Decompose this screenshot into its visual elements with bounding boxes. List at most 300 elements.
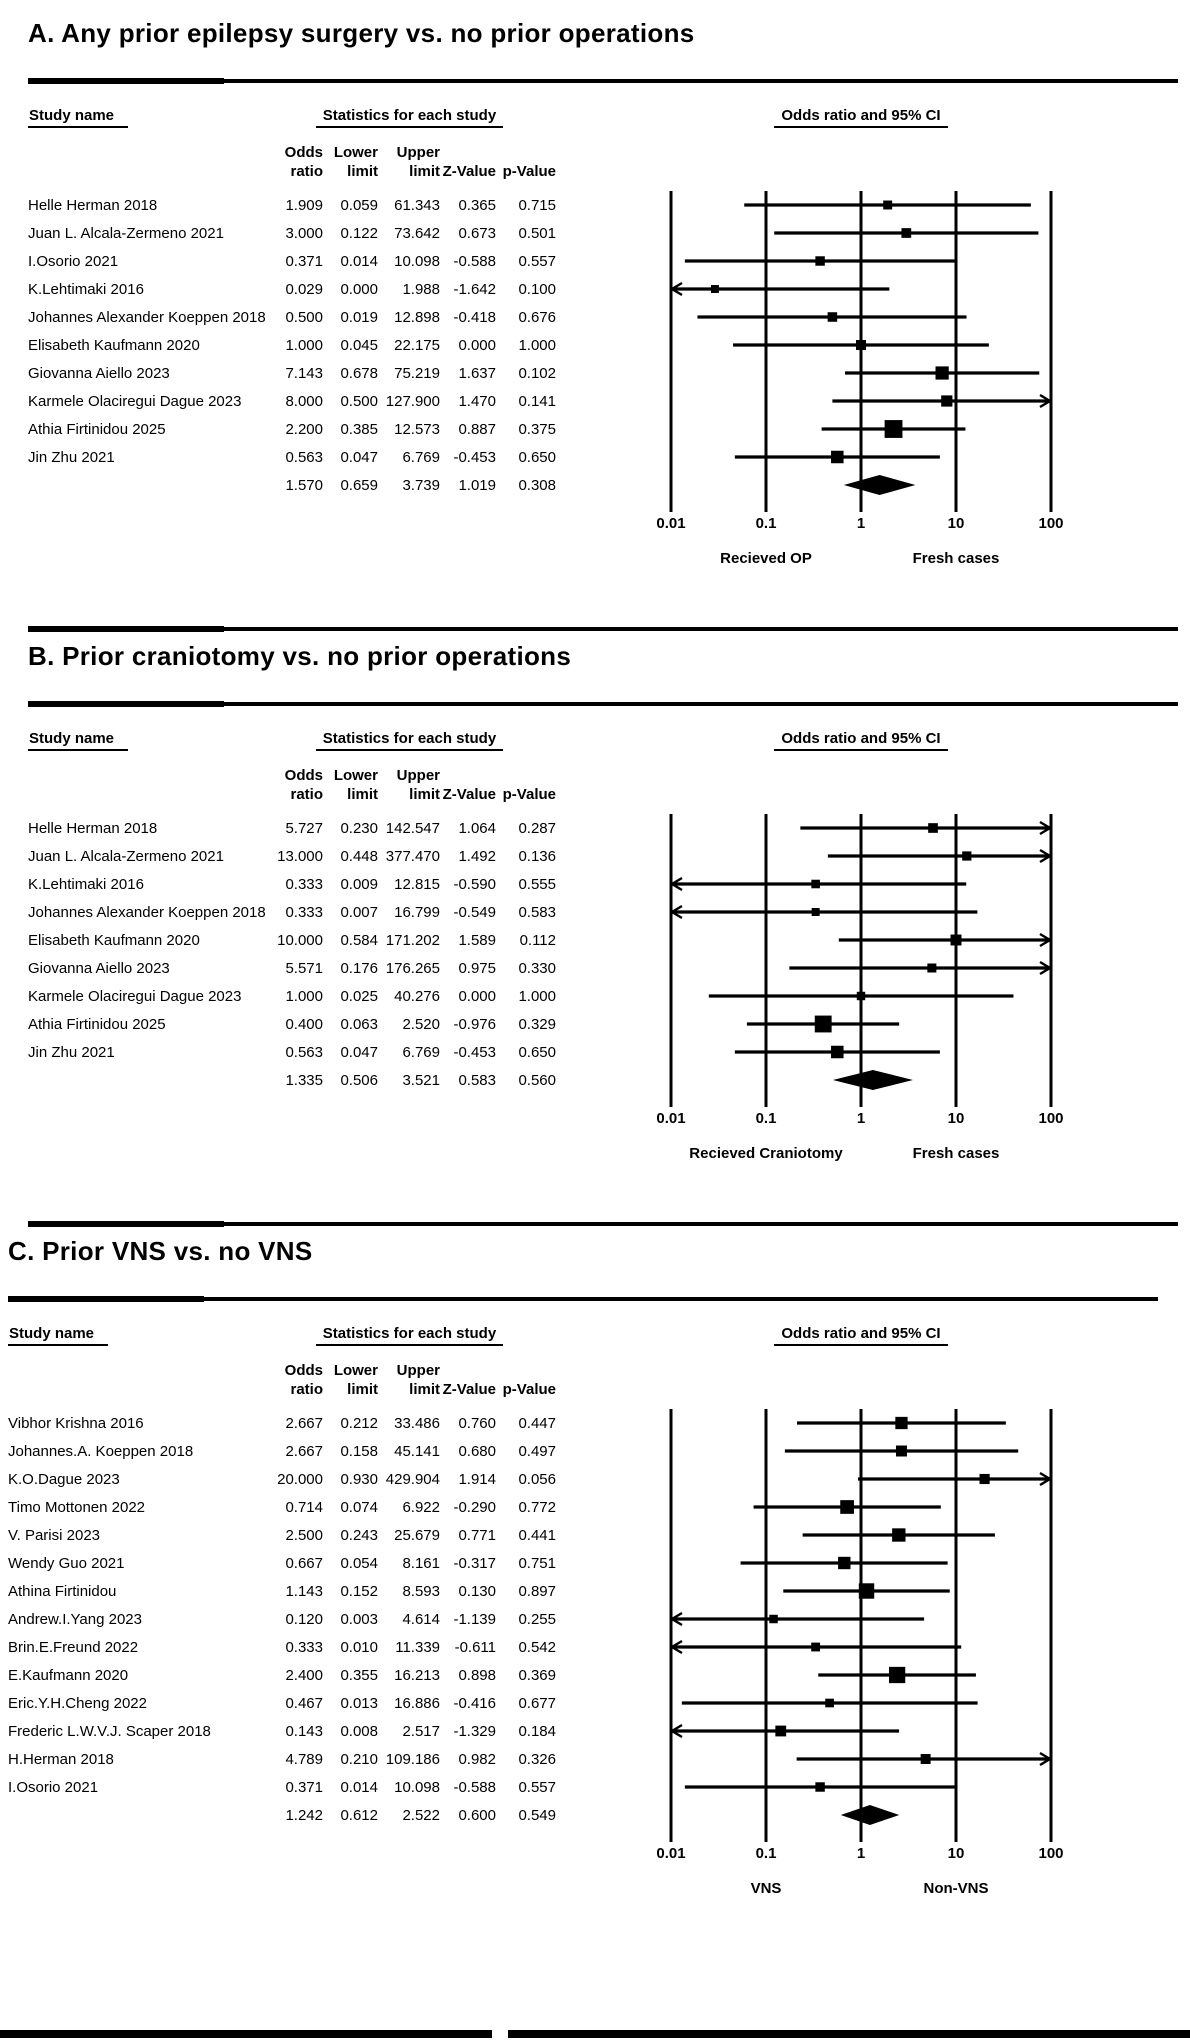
summary-diamond — [833, 1070, 913, 1090]
study-name: Jin Zhu 2021 — [28, 1043, 115, 1061]
plot-cell — [556, 471, 1096, 499]
column-header-row — [28, 766, 1190, 804]
column-header-line: Upper — [396, 767, 440, 784]
plot-cell — [556, 1521, 1096, 1549]
z-value: 0.000 — [458, 987, 496, 1005]
panel-closing-rule — [0, 2030, 1190, 2039]
lower-limit-value: 0.930 — [340, 1470, 378, 1488]
odds-ratio-value: 10.000 — [277, 931, 323, 949]
odds-ratio-marker — [856, 340, 866, 350]
study-name: I.Osorio 2021 — [8, 1778, 99, 1796]
lower-limit-value: 0.019 — [340, 308, 378, 326]
z-value-column-header — [440, 785, 496, 804]
study-row — [28, 1010, 1190, 1038]
odds-ratio-value: 0.143 — [285, 1722, 323, 1740]
lower-limit-column-header — [323, 143, 378, 181]
study-name: Karmele Olaciregui Dague 2023 — [28, 987, 242, 1005]
lower-limit-value: 0.230 — [340, 819, 378, 837]
z-value: -0.611 — [454, 1638, 496, 1656]
z-value: -0.416 — [453, 1694, 496, 1712]
lower-limit-value: 0.014 — [340, 1778, 378, 1796]
plot-header: Odds ratio and 95% CI — [774, 1325, 947, 1346]
odds-ratio-marker — [895, 1417, 907, 1429]
x-axis-ticks — [556, 1842, 1096, 1866]
p-value: 1.000 — [518, 336, 556, 354]
upper-limit-value: 176.265 — [385, 959, 440, 977]
upper-limit-value: 142.547 — [385, 819, 440, 837]
forest-row-plot — [556, 1717, 1096, 1745]
plot-cell — [556, 1066, 1096, 1094]
z-value: 0.975 — [458, 959, 496, 977]
divider-rule — [28, 78, 1178, 85]
upper-limit-value: 16.799 — [394, 903, 440, 921]
column-header-line: limit — [409, 786, 440, 803]
study-row — [28, 954, 1190, 982]
forest-summary-plot — [556, 1801, 1096, 1829]
odds-ratio-marker — [828, 312, 838, 322]
x-axis-label-right: Fresh cases — [912, 550, 1000, 567]
upper-limit-column-header — [378, 1361, 440, 1399]
lower-limit-value: 0.063 — [340, 1015, 378, 1033]
odds-ratio-value: 0.667 — [285, 1554, 323, 1572]
p-value: 0.112 — [519, 931, 556, 949]
lower-limit-value: 0.152 — [340, 1582, 378, 1600]
summary-upper-limit: 2.522 — [402, 1806, 440, 1824]
divider-segment — [28, 1221, 224, 1227]
summary-p-value: 0.560 — [518, 1071, 556, 1089]
odds-ratio-marker — [927, 964, 936, 973]
plot-cell — [556, 1038, 1096, 1066]
odds-ratio-value: 1.000 — [285, 987, 323, 1005]
p-value: 0.056 — [518, 1470, 556, 1488]
study-name: I.Osorio 2021 — [28, 252, 119, 270]
stats-header: Statistics for each study — [316, 730, 503, 751]
upper-limit-value: 16.886 — [394, 1694, 440, 1712]
z-value: 1.064 — [458, 819, 496, 837]
z-value: -0.453 — [453, 448, 496, 466]
lower-limit-value: 0.000 — [340, 280, 378, 298]
forest-row-plot — [556, 1661, 1096, 1689]
z-value: 1.470 — [458, 392, 496, 410]
column-header-line: Odds — [284, 1362, 323, 1379]
p-value: 0.542 — [518, 1638, 556, 1656]
panel-title: B. Prior craniotomy vs. no prior operations — [28, 641, 572, 671]
study-name: Johannes Alexander Koeppen 2018 — [28, 903, 266, 921]
study-name: Elisabeth Kaufmann 2020 — [28, 931, 200, 949]
p-value: 0.102 — [518, 364, 556, 382]
plot-cell — [556, 1773, 1096, 1801]
study-row — [28, 842, 1190, 870]
summary-lower-limit: 0.506 — [340, 1071, 378, 1089]
study-name: Wendy Guo 2021 — [8, 1554, 125, 1572]
odds-ratio-column-header — [263, 766, 323, 804]
upper-limit-value: 12.815 — [394, 875, 440, 893]
odds-ratio-value: 5.571 — [285, 959, 323, 977]
upper-limit-value: 16.213 — [394, 1666, 440, 1684]
section-header-row — [8, 1325, 1190, 1351]
axis-labels-row — [8, 1880, 1190, 1902]
upper-limit-value: 75.219 — [394, 364, 440, 382]
p-value: 0.326 — [518, 1750, 556, 1768]
odds-ratio-marker — [838, 1557, 850, 1569]
p-value: 0.330 — [518, 959, 556, 977]
odds-ratio-marker — [811, 880, 820, 889]
x-axis-label-left: VNS — [750, 1880, 782, 1897]
study-name-header-cell — [28, 107, 263, 128]
summary-upper-limit: 3.521 — [402, 1071, 440, 1089]
p-value: 0.141 — [518, 392, 556, 410]
plot-header: Odds ratio and 95% CI — [774, 730, 947, 751]
study-name: Athia Firtinidou 2025 — [28, 420, 166, 438]
x-tick-label: 10 — [947, 1110, 965, 1127]
odds-ratio-marker — [883, 201, 892, 210]
odds-ratio-marker — [811, 1643, 820, 1652]
study-name: Juan L. Alcala-Zermeno 2021 — [28, 847, 224, 865]
summary-odds-ratio: 1.335 — [285, 1071, 323, 1089]
study-name: Johannes Alexander Koeppen 2018 — [28, 308, 266, 326]
forest-row-plot — [556, 1633, 1096, 1661]
study-row — [8, 1549, 1190, 1577]
axis-ticks-row — [8, 1842, 1190, 1868]
divider-segment — [224, 79, 1178, 83]
column-header-line: limit — [347, 1381, 378, 1398]
study-row — [28, 415, 1190, 443]
summary-diamond — [844, 475, 916, 495]
summary-z-value: 1.019 — [458, 476, 496, 494]
column-header-line: limit — [409, 1381, 440, 1398]
forest-row-plot — [556, 1409, 1096, 1437]
z-value: 0.680 — [458, 1442, 496, 1460]
study-row — [28, 331, 1190, 359]
odds-ratio-value: 20.000 — [277, 1470, 323, 1488]
odds-ratio-value: 8.000 — [285, 392, 323, 410]
study-row — [8, 1605, 1190, 1633]
upper-limit-value: 10.098 — [394, 252, 440, 270]
plot-cell — [556, 1633, 1096, 1661]
odds-ratio-value: 0.333 — [285, 875, 323, 893]
panel-a — [28, 18, 1190, 633]
empty-cell — [263, 1829, 556, 1842]
lower-limit-value: 0.007 — [340, 903, 378, 921]
study-name: Athina Firtinidou — [8, 1582, 117, 1600]
x-tick-label: 100 — [1038, 1110, 1064, 1127]
study-name: Frederic L.W.V.J. Scaper 2018 — [8, 1722, 211, 1740]
summary-upper-limit: 3.739 — [402, 476, 440, 494]
odds-ratio-marker — [825, 1699, 834, 1708]
plot-cell — [556, 303, 1096, 331]
lower-limit-value: 0.054 — [340, 1554, 378, 1572]
column-header-line: ratio — [290, 786, 323, 803]
study-row — [28, 359, 1190, 387]
odds-ratio-marker — [962, 851, 971, 860]
column-header-line: Lower — [333, 767, 378, 784]
odds-ratio-marker — [831, 451, 844, 464]
axis-stub — [556, 1094, 1096, 1107]
forest-row-plot — [556, 1521, 1096, 1549]
study-name: K.Lehtimaki 2016 — [28, 875, 144, 893]
lower-limit-column-header — [323, 1361, 378, 1399]
axis-labels-row — [28, 1145, 1190, 1167]
summary-odds-ratio: 1.570 — [285, 476, 323, 494]
lower-limit-value: 0.013 — [340, 1694, 378, 1712]
study-name: H.Herman 2018 — [8, 1750, 114, 1768]
forest-row-plot — [556, 1605, 1096, 1633]
lower-limit-value: 0.009 — [340, 875, 378, 893]
study-row — [8, 1633, 1190, 1661]
p-value: 0.897 — [518, 1582, 556, 1600]
study-name-header-cell — [28, 730, 263, 751]
upper-limit-value: 2.517 — [402, 1722, 440, 1740]
study-rows — [28, 814, 1190, 1107]
upper-limit-value: 22.175 — [394, 336, 440, 354]
x-axis-labels — [556, 1880, 1096, 1902]
study-name: Timo Mottonen 2022 — [8, 1498, 146, 1516]
odds-ratio-value: 0.400 — [285, 1015, 323, 1033]
plot-cell — [556, 1493, 1096, 1521]
odds-ratio-value: 0.467 — [285, 1694, 323, 1712]
upper-limit-value: 10.098 — [394, 1778, 440, 1796]
axis-stub-row — [28, 499, 1190, 512]
summary-row — [28, 1066, 1190, 1094]
section-header-row — [28, 730, 1190, 756]
study-name: Jin Zhu 2021 — [28, 448, 115, 466]
plot-cell — [556, 415, 1096, 443]
forest-row-plot — [556, 359, 1096, 387]
study-name: Johannes.A. Koeppen 2018 — [8, 1442, 194, 1460]
study-name: Elisabeth Kaufmann 2020 — [28, 336, 200, 354]
plot-cell — [556, 954, 1096, 982]
study-row — [28, 247, 1190, 275]
forest-row-plot — [556, 331, 1096, 359]
upper-limit-value: 73.642 — [394, 224, 440, 242]
lower-limit-value: 0.385 — [340, 420, 378, 438]
study-name: Andrew.I.Yang 2023 — [8, 1610, 142, 1628]
column-header-line: limit — [409, 163, 440, 180]
column-header-line: Z-Value — [442, 163, 496, 180]
lower-limit-value: 0.355 — [340, 1666, 378, 1684]
forest-row-plot — [556, 443, 1096, 471]
study-name: Helle Herman 2018 — [28, 819, 158, 837]
odds-ratio-value: 2.200 — [285, 420, 323, 438]
odds-ratio-marker — [951, 935, 962, 946]
x-tick-label: 1 — [856, 1845, 866, 1862]
x-axis-ticks — [556, 1107, 1096, 1131]
study-row — [28, 275, 1190, 303]
study-row — [28, 387, 1190, 415]
x-tick-label: 0.01 — [656, 515, 686, 532]
p-value: 0.447 — [518, 1414, 556, 1432]
lower-limit-value: 0.212 — [340, 1414, 378, 1432]
panel-closing-rule — [28, 1221, 1178, 1228]
odds-ratio-value: 3.000 — [285, 224, 323, 242]
upper-limit-value: 61.343 — [394, 196, 440, 214]
odds-ratio-value: 0.333 — [285, 903, 323, 921]
plot-header-cell — [556, 730, 1096, 751]
p-value: 0.375 — [518, 420, 556, 438]
empty-cell — [8, 1829, 263, 1842]
upper-limit-value: 8.161 — [402, 1554, 440, 1572]
panel-c — [8, 1236, 1190, 2039]
plot-cell — [556, 1577, 1096, 1605]
odds-ratio-marker — [896, 1446, 907, 1457]
plot-cell — [556, 814, 1096, 842]
odds-ratio-value: 0.563 — [285, 448, 323, 466]
axis-stub-row — [28, 1094, 1190, 1107]
plot-cell — [556, 499, 1096, 512]
upper-limit-value: 25.679 — [394, 1526, 440, 1544]
odds-ratio-marker — [775, 1726, 786, 1737]
panel-b — [28, 641, 1190, 1228]
study-row — [8, 1717, 1190, 1745]
study-name: Vibhor Krishna 2016 — [8, 1414, 144, 1432]
z-value: -0.549 — [453, 903, 496, 921]
x-tick-label: 10 — [947, 515, 965, 532]
forest-summary-plot — [556, 1066, 1096, 1094]
plot-cell — [556, 870, 1096, 898]
plot-cell — [556, 359, 1096, 387]
study-name: Helle Herman 2018 — [28, 196, 158, 214]
plot-cell — [556, 926, 1096, 954]
upper-limit-value: 429.904 — [385, 1470, 440, 1488]
p-value: 0.100 — [518, 280, 556, 298]
z-value: 0.760 — [458, 1414, 496, 1432]
summary-lower-limit: 0.659 — [340, 476, 378, 494]
p-value: 0.287 — [518, 819, 556, 837]
summary-p-value: 0.308 — [518, 476, 556, 494]
column-header-line: Z-Value — [442, 1381, 496, 1398]
x-tick-label: 10 — [947, 1845, 965, 1862]
column-header-line: Odds — [284, 767, 323, 784]
plot-cell — [556, 1745, 1096, 1773]
divider-segment — [28, 626, 224, 632]
odds-ratio-value: 1.909 — [285, 196, 323, 214]
odds-ratio-column-header — [263, 1361, 323, 1399]
odds-ratio-marker — [815, 1782, 824, 1791]
plot-cell — [556, 898, 1096, 926]
lower-limit-value: 0.074 — [340, 1498, 378, 1516]
stats-header: Statistics for each study — [316, 107, 503, 128]
upper-limit-value: 11.339 — [395, 1638, 440, 1656]
z-value: -1.329 — [453, 1722, 496, 1740]
divider-segment — [224, 702, 1178, 706]
odds-ratio-marker — [769, 1615, 777, 1623]
odds-ratio-value: 5.727 — [285, 819, 323, 837]
forest-row-plot — [556, 1437, 1096, 1465]
plot-cell — [556, 1829, 1096, 1842]
forest-row-plot — [556, 387, 1096, 415]
forest-row-plot — [556, 898, 1096, 926]
divider-rule — [8, 1296, 1158, 1303]
plot-cell — [556, 247, 1096, 275]
study-row — [8, 1661, 1190, 1689]
lower-limit-value: 0.008 — [340, 1722, 378, 1740]
plot-cell — [556, 1689, 1096, 1717]
divider-segment — [224, 627, 1178, 631]
upper-limit-value: 6.922 — [402, 1498, 440, 1516]
z-value: -0.590 — [453, 875, 496, 893]
plot-cell — [556, 275, 1096, 303]
x-tick-label: 1 — [856, 1110, 866, 1127]
x-tick-label: 100 — [1038, 1845, 1064, 1862]
p-value: 0.555 — [518, 875, 556, 893]
x-axis-label-left: Recieved OP — [720, 550, 812, 567]
study-name: Giovanna Aiello 2023 — [28, 364, 170, 382]
forest-row-plot — [556, 275, 1096, 303]
z-value: 1.589 — [458, 931, 496, 949]
column-header-line: Upper — [396, 144, 440, 161]
panel-closing-rule — [28, 626, 1178, 633]
axis-ticks-row — [28, 1107, 1190, 1133]
odds-ratio-value: 2.667 — [285, 1442, 323, 1460]
p-value: 0.650 — [518, 448, 556, 466]
odds-ratio-marker — [857, 992, 865, 1000]
p-value: 0.369 — [518, 1666, 556, 1684]
odds-ratio-value: 0.371 — [285, 252, 323, 270]
study-name: Eric.Y.H.Cheng 2022 — [8, 1694, 147, 1712]
lower-limit-value: 0.584 — [340, 931, 378, 949]
odds-ratio-marker — [885, 420, 903, 438]
forest-row-plot — [556, 1689, 1096, 1717]
odds-ratio-value: 2.400 — [285, 1666, 323, 1684]
column-header-line: p-Value — [502, 786, 556, 803]
p-value: 0.557 — [518, 1778, 556, 1796]
odds-ratio-value: 0.333 — [285, 1638, 323, 1656]
odds-ratio-value: 0.120 — [285, 1610, 323, 1628]
divider-segment — [508, 2030, 1190, 2038]
forest-row-plot — [556, 191, 1096, 219]
p-value: 0.751 — [518, 1554, 556, 1572]
odds-ratio-marker — [936, 366, 949, 379]
axis-labels-row — [28, 550, 1190, 572]
upper-limit-column-header — [378, 766, 440, 804]
column-header-line: ratio — [290, 1381, 323, 1398]
forest-row-plot — [556, 303, 1096, 331]
odds-ratio-value: 0.500 — [285, 308, 323, 326]
forest-row-plot — [556, 1465, 1096, 1493]
forest-summary-plot — [556, 471, 1096, 499]
forest-row-plot — [556, 1010, 1096, 1038]
upper-limit-value: 45.141 — [394, 1442, 440, 1460]
plot-cell — [556, 1549, 1096, 1577]
divider-segment — [0, 2030, 492, 2038]
z-value: 0.673 — [458, 224, 496, 242]
z-value-column-header — [440, 162, 496, 181]
x-tick-label: 0.1 — [755, 1110, 777, 1127]
upper-limit-value: 1.988 — [402, 280, 440, 298]
study-row — [28, 898, 1190, 926]
z-value: 0.898 — [458, 1666, 496, 1684]
plot-cell — [556, 842, 1096, 870]
odds-ratio-marker — [941, 395, 952, 406]
x-axis-label-right: Non-VNS — [923, 1880, 989, 1897]
odds-ratio-value: 7.143 — [285, 364, 323, 382]
study-row — [28, 303, 1190, 331]
lower-limit-value: 0.003 — [340, 1610, 378, 1628]
section-header-row — [28, 107, 1190, 133]
column-header-row — [28, 143, 1190, 181]
odds-ratio-value: 2.667 — [285, 1414, 323, 1432]
study-row — [28, 926, 1190, 954]
stats-header-cell — [263, 730, 556, 751]
lower-limit-value: 0.448 — [340, 847, 378, 865]
study-row — [28, 814, 1190, 842]
upper-limit-column-header — [378, 143, 440, 181]
z-value: 0.887 — [458, 420, 496, 438]
x-tick-label: 0.01 — [656, 1845, 686, 1862]
odds-ratio-marker — [840, 1500, 854, 1514]
upper-limit-value: 4.614 — [402, 1610, 440, 1628]
empty-cell — [263, 1094, 556, 1107]
